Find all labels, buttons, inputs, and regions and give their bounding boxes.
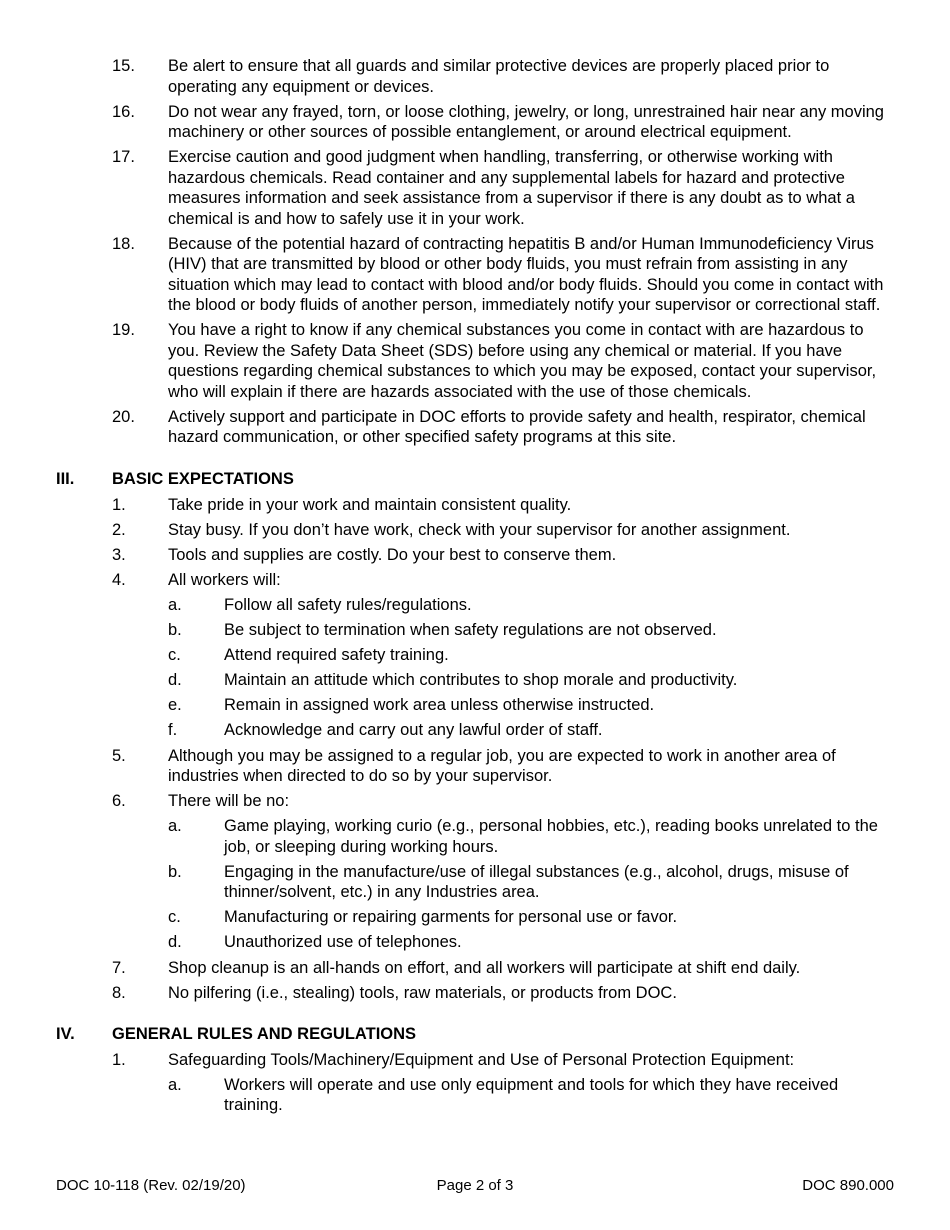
list-item	[112, 983, 894, 1004]
item-text: Actively support and participate in DOC efforts to provide safety and health, respirator, chemical hazard communication, or other specified safety programs at this site.	[168, 407, 866, 447]
item-number: 6.	[112, 792, 126, 811]
item-text: No pilfering (i.e., stealing) tools, raw materials, or products from DOC.	[168, 983, 677, 1002]
sub-list-item	[168, 720, 894, 741]
sub-list-item	[168, 1075, 894, 1116]
sub-item-letter: f.	[168, 721, 178, 740]
document-body	[0, 56, 950, 1120]
list-item	[112, 234, 894, 316]
list-item	[112, 495, 894, 516]
list-item	[112, 102, 894, 143]
item-text: Because of the potential hazard of contracting hepatitis B and/or Human Immunodeficiency Virus (HIV) that are transmitted by blood or other body fluids, you must refrain from assisting in any situation which may lead to contact with blood and/or body fluids. Should you come in contact with the blood or body fluids of another person, immediately notify your supervisor or correctional staff.	[168, 234, 884, 315]
section-title: GENERAL RULES AND REGULATIONS	[112, 1025, 417, 1044]
sub-list-item	[168, 645, 894, 666]
item-text: Exercise caution and good judgment when handling, transferring, or otherwise working with hazardous chemicals. Read container and any supplemental labels for hazard and protective measures information and seek assistance from a supervisor if there is any doubt as to what a chemical is and how to safely use it in your work.	[168, 148, 855, 228]
item-number: 1.	[112, 1050, 126, 1069]
item-text: Take pride in your work and maintain consistent quality.	[168, 495, 572, 514]
footer-policy-number: DOC 890.000	[802, 1177, 894, 1194]
item-text: Stay busy. If you don’t have work, check with your supervisor for another assignment.	[168, 520, 791, 539]
list-item	[112, 407, 894, 448]
sub-item-text: Remain in assigned work area unless otherwise instructed.	[224, 696, 655, 715]
item-number: 15.	[112, 57, 135, 75]
item-text: Safeguarding Tools/Machinery/Equipment and Use of Personal Protection Equipment:	[168, 1050, 795, 1069]
list-item	[112, 791, 894, 812]
sub-list-item	[168, 862, 894, 903]
sub-list-item	[168, 670, 894, 691]
sub-item-text: Maintain an attitude which contributes to shop morale and productivity.	[224, 671, 738, 690]
item-number: 8.	[112, 983, 126, 1002]
section-heading-basic-expectations	[56, 469, 950, 490]
sub-list-item	[168, 907, 894, 928]
item-number: 17.	[112, 148, 135, 167]
item-number: 20.	[112, 407, 135, 426]
item-number: 2.	[112, 520, 126, 539]
item-number: 16.	[112, 102, 135, 121]
sub-item-text: Unauthorized use of telephones.	[224, 933, 462, 952]
sub-item-text: Game playing, working curio (e.g., personal hobbies, etc.), reading books unrelated to the job, or sleeping during working hours.	[224, 817, 878, 856]
sub-item-text: Workers will operate and use only equipment and tools for which they have received training.	[224, 1075, 839, 1115]
list-item	[112, 147, 894, 229]
sub-item-text: Be subject to termination when safety regulations are not observed.	[224, 621, 717, 640]
list-item	[112, 56, 894, 97]
sub-item-text: Engaging in the manufacture/use of illegal substances (e.g., alcohol, drugs, misuse of thinner/solvent, etc.) in any Industries area.	[224, 862, 849, 902]
sub-item-letter: c.	[168, 908, 181, 927]
sub-item-letter: a.	[168, 1075, 182, 1094]
item-number: 3.	[112, 545, 126, 564]
list-item	[112, 570, 894, 591]
footer-form-id: DOC 10-118 (Rev. 02/19/20)	[56, 1177, 246, 1194]
sub-item-letter: c.	[168, 646, 181, 665]
list-item	[112, 746, 894, 787]
sub-item-letter: d.	[168, 671, 182, 690]
item-number: 1.	[112, 495, 126, 514]
item-number: 5.	[112, 746, 126, 765]
item-text: All workers will:	[168, 570, 281, 589]
sub-item-text: Follow all safety rules/regulations.	[224, 595, 472, 614]
sub-list-item	[168, 695, 894, 716]
item-text: Although you may be assigned to a regular job, you are expected to work in another area of industries when directed to do so by your supervisor.	[168, 746, 836, 785]
item-text: Tools and supplies are costly. Do your best to conserve them.	[168, 545, 617, 564]
section-number: III.	[56, 469, 75, 488]
list-item	[112, 320, 894, 402]
sub-item-letter: b.	[168, 621, 182, 640]
sub-item-letter: b.	[168, 862, 182, 881]
list-item	[112, 958, 894, 979]
item-text: There will be no:	[168, 792, 290, 811]
item-text: Be alert to ensure that all guards and similar protective devices are properly placed prior to operating any equipment or devices.	[168, 57, 830, 96]
item-number: 4.	[112, 570, 126, 589]
sub-list-item	[168, 620, 894, 641]
footer-page-number: Page 2 of 3	[436, 1177, 514, 1194]
sub-item-text: Acknowledge and carry out any lawful order of staff.	[224, 721, 603, 740]
sub-list-item	[168, 816, 894, 857]
sub-item-text: Manufacturing or repairing garments for personal use or favor.	[224, 908, 678, 927]
sub-item-letter: a.	[168, 595, 182, 614]
sub-item-letter: e.	[168, 696, 182, 715]
item-number: 19.	[112, 321, 135, 340]
section-title: BASIC EXPECTATIONS	[112, 469, 294, 488]
item-text: Do not wear any frayed, torn, or loose clothing, jewelry, or long, unrestrained hair near any moving machinery or other sources of possible entanglement, or around electrical equipment.	[168, 102, 884, 142]
item-text: You have a right to know if any chemical substances you come in contact with are hazardous to you. Review the Safety Data Sheet (SDS) before using any chemical or material. If you have questions regarding chemical substances to which you may be exposed, contact your supervisor, who will explain if there are hazards associated with the use of those chemicals.	[168, 321, 877, 401]
sub-item-letter: a.	[168, 817, 182, 836]
list-item	[112, 545, 894, 566]
sub-list-item	[168, 932, 894, 953]
item-number: 7.	[112, 958, 126, 977]
item-number: 18.	[112, 234, 135, 253]
page-footer	[56, 1177, 894, 1197]
sub-item-letter: d.	[168, 933, 182, 952]
list-item	[112, 520, 894, 541]
section-number: IV.	[56, 1025, 75, 1044]
item-text: Shop cleanup is an all-hands on effort, and all workers will participate at shift end daily.	[168, 958, 801, 977]
sub-item-text: Attend required safety training.	[224, 646, 449, 665]
list-item	[112, 1050, 894, 1071]
section-heading-general-rules	[56, 1024, 950, 1045]
sub-list-item	[168, 595, 894, 616]
